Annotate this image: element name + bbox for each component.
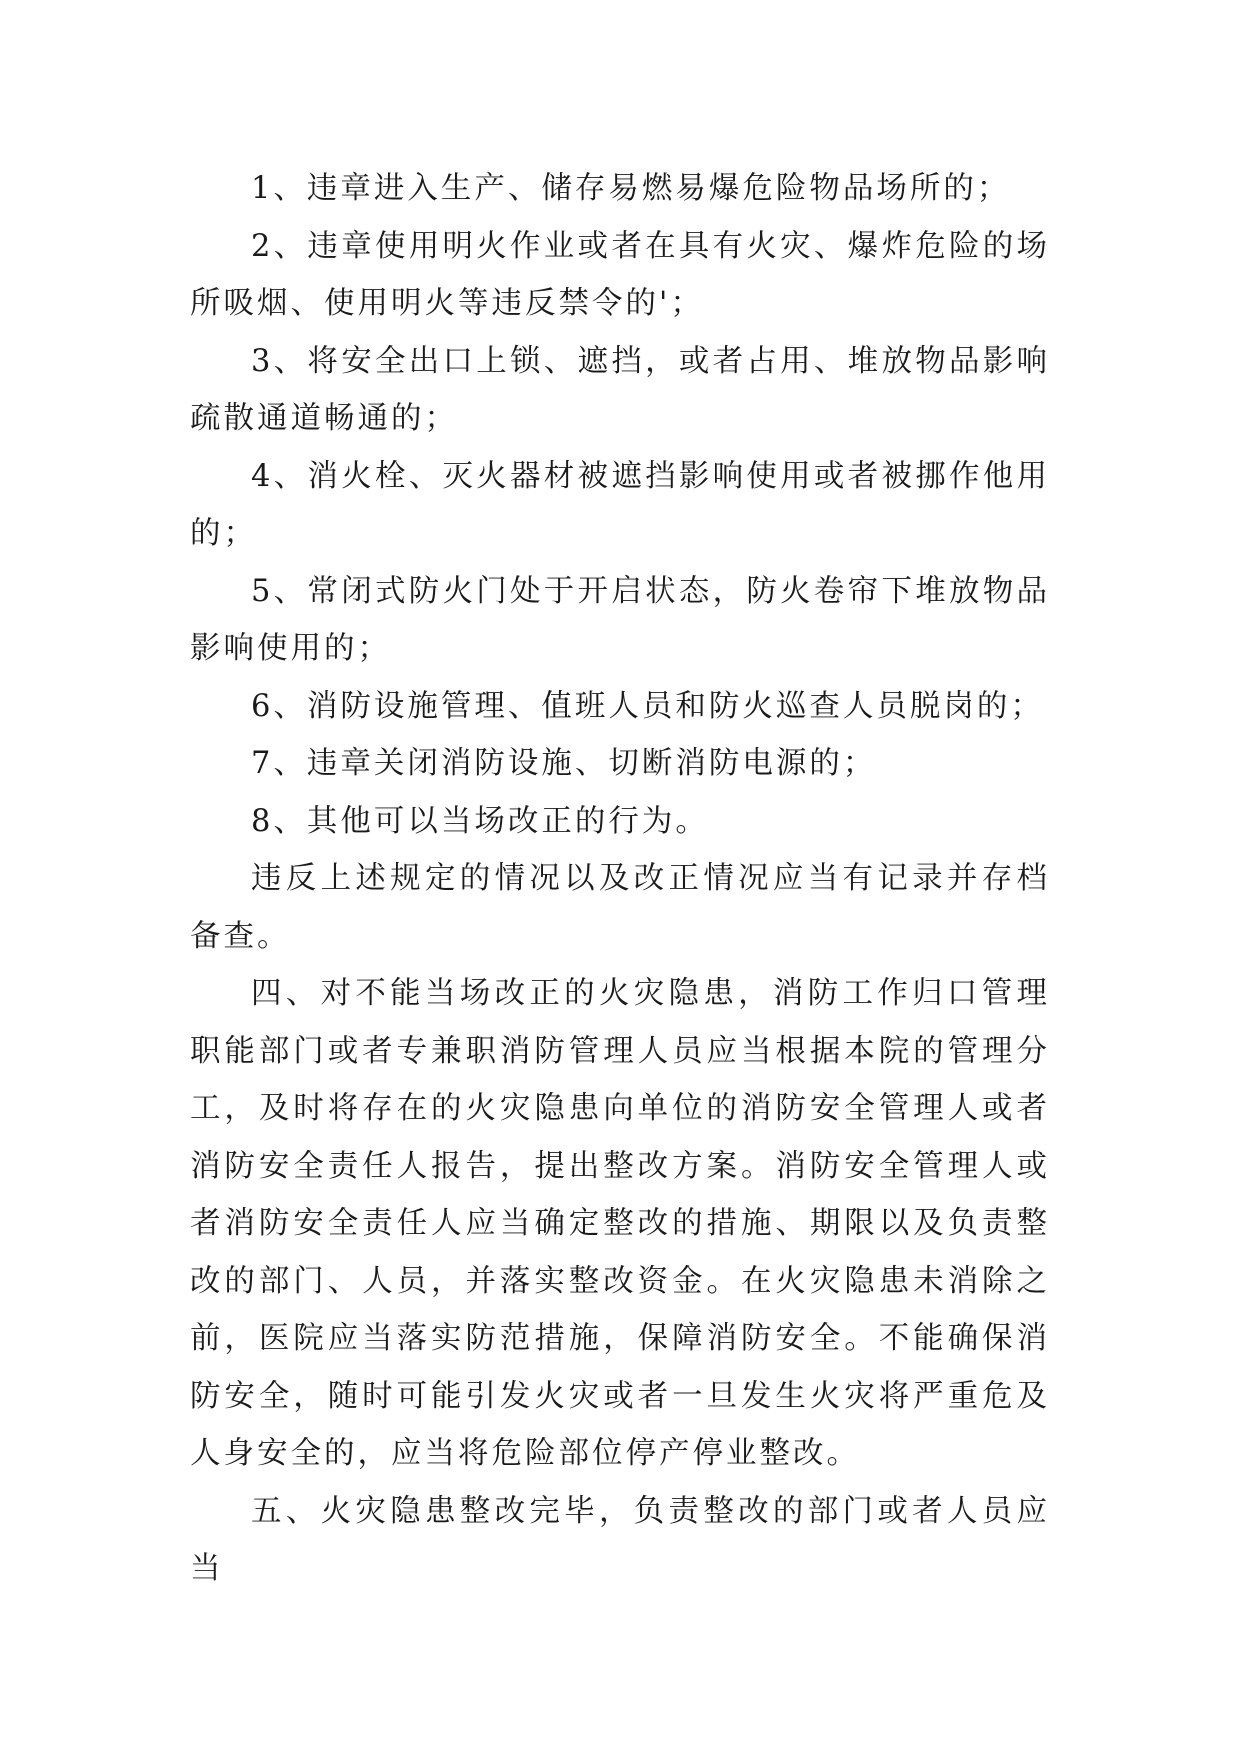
item-2-paragraph: 2、违章使用明火作业或者在具有火灾、爆炸危险的场所吸烟、使用明火等违反禁令的'； xyxy=(190,228,1050,321)
record-note-paragraph: 违反上述规定的情况以及改正情况应当有记录并存档备查。 xyxy=(190,861,1050,954)
section-4-paragraph: 四、对不能当场改正的火灾隐患，消防工作归口管理职能部门或者专兼职消防管理人员应当根据本院的管理分工，及时将存在的火灾隐患向单位的消防安全管理人或者消防安全责任人报告，提出整改方案。消防安全管理人或者消防安全责任人应当确定整改的措施、期限以及负责整改的部门、人员，并落实整改资金。在火灾隐患未消除之前，医院应当落实防范措施，保障消防安全。不能确保消防安全，随时可能引发火灾或者一旦发生火灾将严重危及人身安全的，应当将危险部位停产停业整改。 xyxy=(190,976,1050,1471)
item-1-paragraph: 1、违章进入生产、储存易燃易爆危险物品场所的； xyxy=(251,171,1011,206)
item-8-paragraph: 8、其他可以当场改正的行为。 xyxy=(251,803,709,839)
document-body xyxy=(190,160,1050,1598)
item-6-paragraph: 6、消防设施管理、值班人员和防火巡查人员脱岗的； xyxy=(251,688,1044,724)
item-3-paragraph: 3、将安全出口上锁、遮挡，或者占用、堆放物品影响疏散通道畅通的； xyxy=(190,343,1050,436)
item-5-paragraph: 5、常闭式防火门处于开启状态，防火卷帘下堆放物品影响使用的； xyxy=(190,573,1050,666)
item-4-paragraph: 4、消火栓、灭火器材被遮挡影响使用或者被挪作他用的； xyxy=(190,458,1050,551)
section-5-paragraph: 五、火灾隐患整改完毕，负责整改的部门或者人员应当 xyxy=(190,1493,1050,1586)
item-7-paragraph: 7、违章关闭消防设施、切断消防电源的； xyxy=(251,746,877,781)
